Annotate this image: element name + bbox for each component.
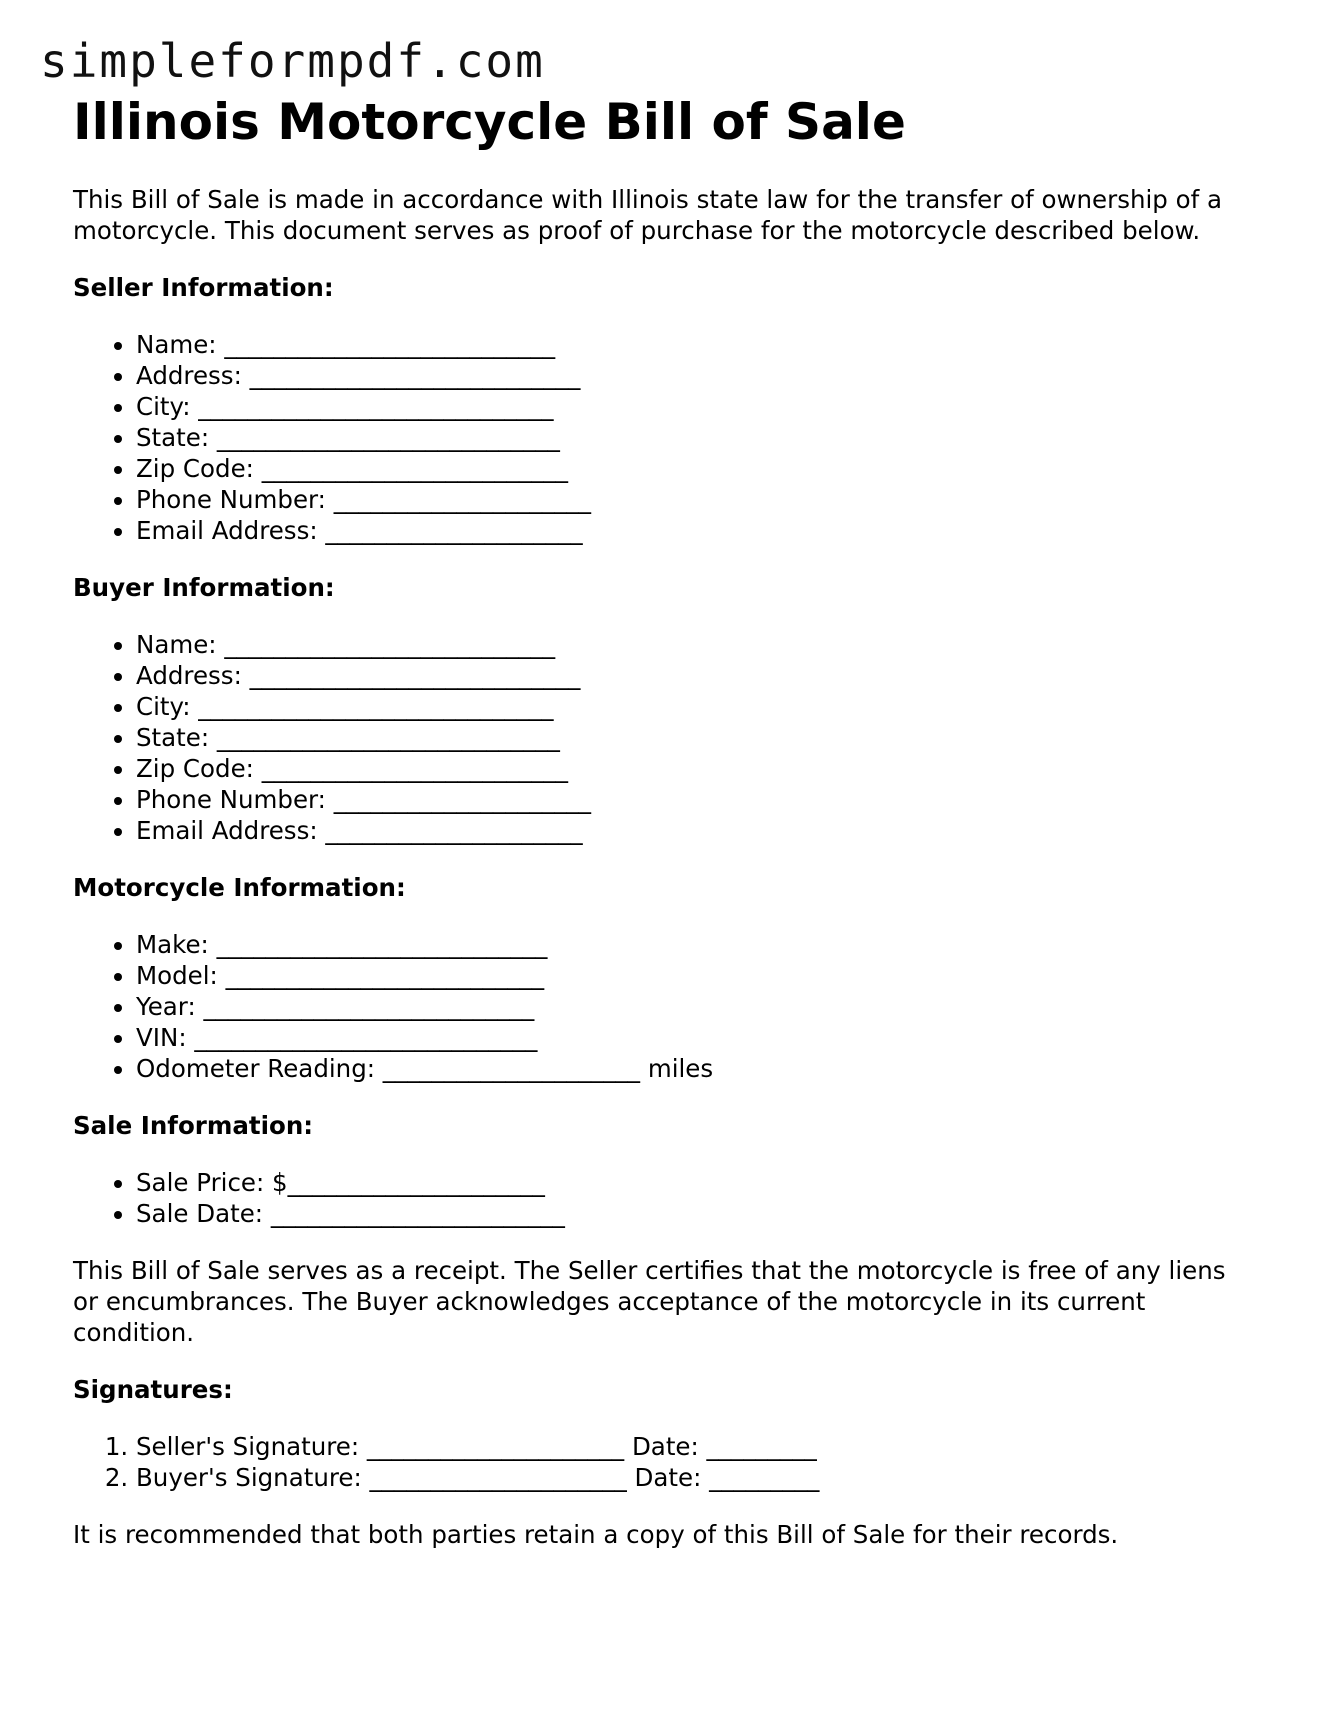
buyer-zip-field[interactable]: • Zip Code: _________________________ [136,753,1253,784]
seller-name-field[interactable]: • Name: ___________________________ [136,329,1253,360]
watermark: simpleformpdf.com [40,34,545,88]
motorcycle-heading: Motorcycle Information: [73,873,406,902]
motorcycle-year-field[interactable]: • Year: ___________________________ [136,991,1253,1022]
seller-phone-field[interactable]: • Phone Number: _____________________ [136,484,1253,515]
buyer-state-field[interactable]: • State: ____________________________ [136,722,1253,753]
buyer-phone-field[interactable]: • Phone Number: _____________________ [136,784,1253,815]
buyer-email-field[interactable]: • Email Address: _____________________ [136,815,1253,846]
seller-city-field[interactable]: • City: _____________________________ [136,391,1253,422]
motorcycle-vin-field[interactable]: • VIN: ____________________________ [136,1022,1253,1053]
seller-heading: Seller Information: [73,273,334,302]
sale-fields [73,1167,1253,1229]
signature-lines [73,1431,1253,1493]
motorcycle-model-field[interactable]: • Model: __________________________ [136,960,1253,991]
receipt-paragraph: This Bill of Sale serves as a receipt. The Seller certifies that the motorcycle is free of any liens or encumbrances. The Buyer acknowledges acceptance of the motorcycle in its current condition. [73,1256,1226,1347]
buyer-name-field[interactable]: • Name: ___________________________ [136,629,1253,660]
seller-zip-field[interactable]: • Zip Code: _________________________ [136,453,1253,484]
signatures-heading: Signatures: [73,1375,233,1404]
intro-paragraph: This Bill of Sale is made in accordance with Illinois state law for the transfer of ownership of a motorcycle. This document serves as proof of purchase for the motorcycle described below. [73,185,1223,245]
seller-address-field[interactable]: • Address: ___________________________ [136,360,1253,391]
buyer-signature-field[interactable]: 2. Buyer's Signature: _____________________ Date: _________ [136,1462,1253,1493]
document-page [73,92,1253,1550]
seller-email-field[interactable]: • Email Address: _____________________ [136,515,1253,546]
document-title: Illinois Motorcycle Bill of Sale [73,93,906,151]
closing-paragraph: It is recommended that both parties retain a copy of this Bill of Sale for their records. [73,1520,1119,1549]
seller-state-field[interactable]: • State: ____________________________ [136,422,1253,453]
buyer-city-field[interactable]: • City: _____________________________ [136,691,1253,722]
sale-date-field[interactable]: • Sale Date: ________________________ [136,1198,1253,1229]
seller-fields [73,329,1253,546]
motorcycle-odometer-field[interactable]: • Odometer Reading: _____________________ miles [136,1053,1253,1084]
motorcycle-make-field[interactable]: • Make: ___________________________ [136,929,1253,960]
buyer-heading: Buyer Information: [73,573,335,602]
sale-price-field[interactable]: • Sale Price: $_____________________ [136,1167,1253,1198]
seller-signature-field[interactable]: 1. Seller's Signature: _____________________ Date: _________ [136,1431,1253,1462]
buyer-address-field[interactable]: • Address: ___________________________ [136,660,1253,691]
sale-heading: Sale Information: [73,1111,314,1140]
motorcycle-fields [73,929,1253,1084]
buyer-fields [73,629,1253,846]
